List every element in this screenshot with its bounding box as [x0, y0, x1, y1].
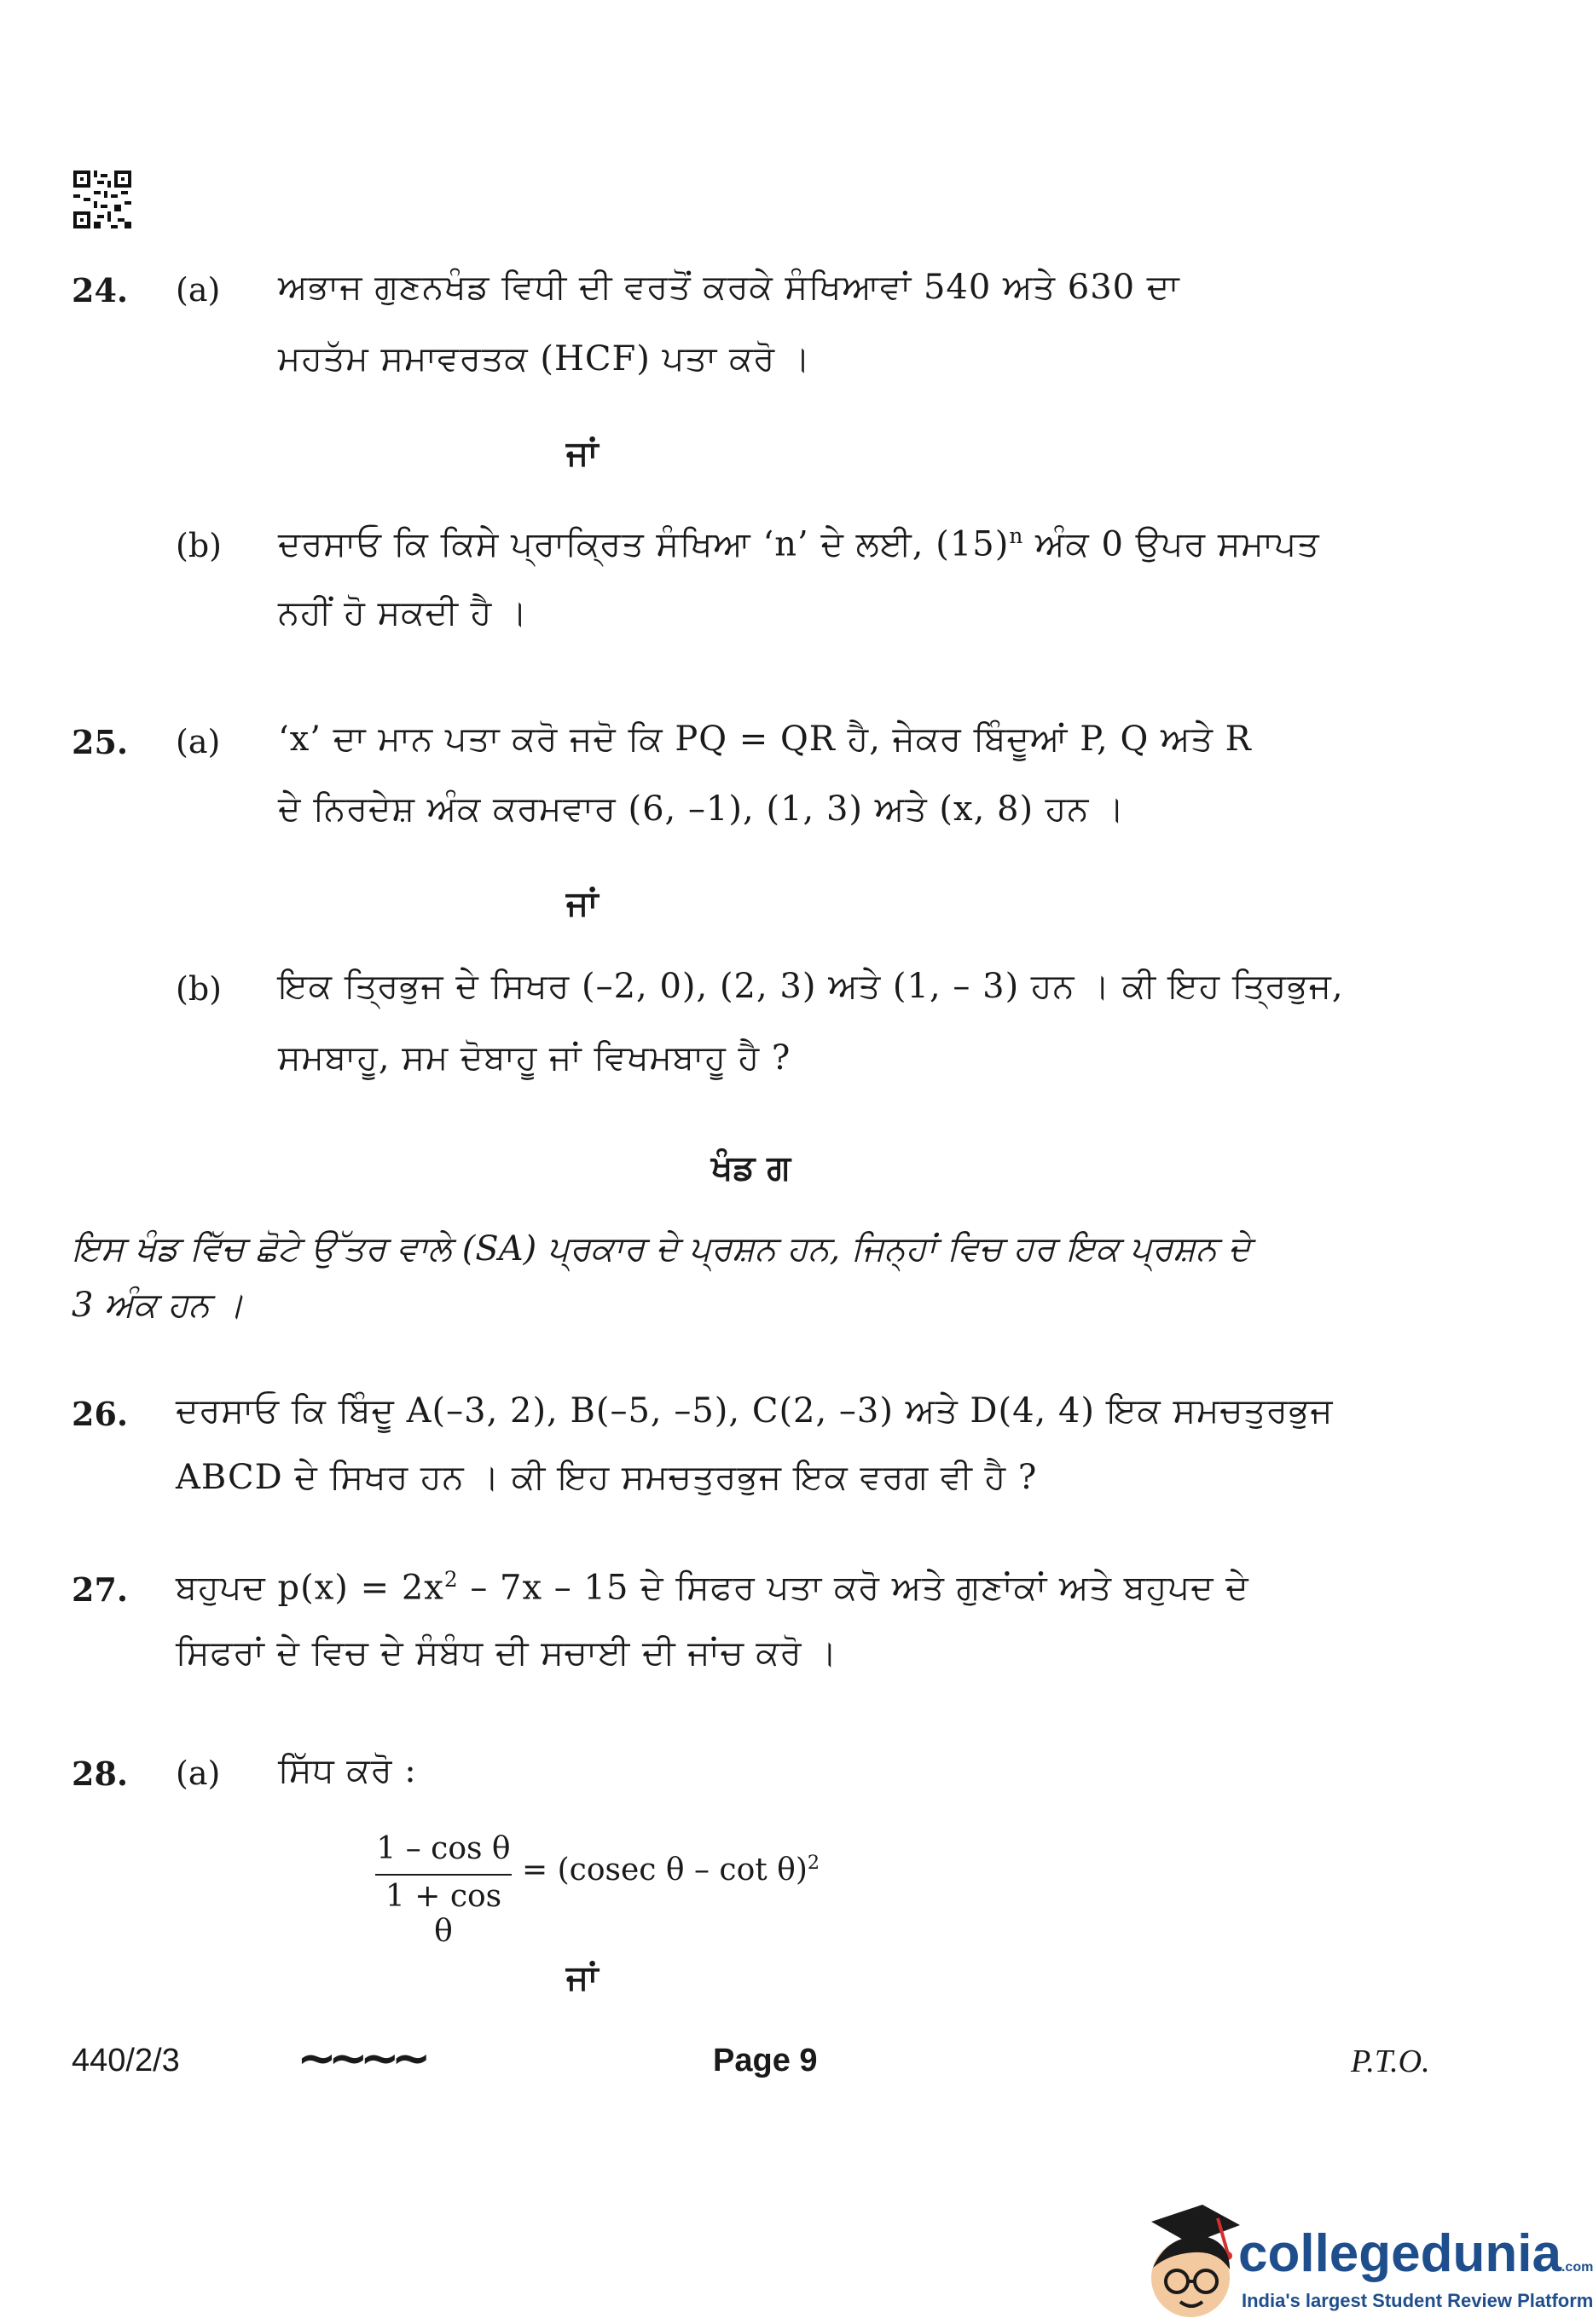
- pto-label: P.T.O.: [1351, 2044, 1430, 2079]
- q24b-line-2: ਨਹੀਂ ਹੋ ਸਕਦੀ ਹੈ ।: [278, 593, 528, 633]
- q25b-line-2: ਸਮਬਾਹੂ, ਸਮ ਦੋਬਾਹੂ ਜਾਂ ਵਿਖਮਬਾਹੂ ਹੈ ?: [278, 1038, 791, 1078]
- fraction-numerator: 1 – cos θ: [376, 1831, 511, 1866]
- logo-tagline: India's largest Student Review Platform: [1242, 2290, 1593, 2311]
- question-number-27: 27.: [72, 1570, 129, 1609]
- fraction-bar: [375, 1874, 512, 1876]
- question-number-25: 25.: [72, 723, 129, 761]
- fraction-denominator: 1 + cos θ: [385, 1879, 502, 1949]
- question-number-26: 26.: [72, 1395, 129, 1433]
- or-word-24: ਜਾਂ: [566, 433, 599, 473]
- part-label-24b: (b): [176, 527, 222, 564]
- section-title: ਖੰਡ ਗ: [711, 1148, 791, 1188]
- section-instruction-line-1: ਇਸ ਖੰਡ ਵਿੱਚ ਛੋਟੇ ਉੱਤਰ ਵਾਲੇ (SA) ਪ੍ਰਕਾਰ ਦੇ ਪ੍ਰਸ਼ਨ ਹਨ, ਜਿਨ੍ਹਾਂ ਵਿਚ ਹਰ ਇਕ ਪ੍ਰਸ਼ਨ ਦੇ: [72, 1229, 1251, 1269]
- part-label-25a: (a): [176, 723, 221, 760]
- question-number-28: 28.: [72, 1755, 129, 1793]
- q24b-line-1: ਦਰਸਾਓ ਕਿ ਕਿਸੇ ਪ੍ਰਾਕ੍ਰਿਤ ਸੰਖਿਆ ‘n’ ਦੇ ਲਈ, $(15)^n$ ਅੰਕ 0 ਉਪਰ ਸਮਾਪਤ: [278, 523, 1320, 564]
- q25a-line-2: ਦੇ ਨਿਰਦੇਸ਼ ਅੰਕ ਕਰਮਵਾਰ (6, –1), (1, 3) ਅਤੇ (x, 8) ਹਨ ।: [278, 789, 1126, 829]
- q24a-line-1: ਅਭਾਜ ਗੁਣਨਖੰਡ ਵਿਧੀ ਦੀ ਵਰਤੋਂ ਕਰਕੇ ਸੰਖਿਆਵਾਂ 540 ਅਤੇ 630 ਦਾ: [278, 268, 1180, 307]
- q25a-line-1: ‘x’ ਦਾ ਮਾਨ ਪਤਾ ਕਰੋ ਜਦੋ ਕਿ PQ = QR ਹੈ, ਜੇਕਰ ਬਿੰਦੂਆਂ P, Q ਅਤੇ R: [278, 720, 1252, 759]
- qr-code: [73, 171, 131, 228]
- q27-line-2: ਸਿਫਰਾਂ ਦੇ ਵਿਚ ਦੇ ਸੰਬੰਧ ਦੀ ਸਚਾਈ ਦੀ ਜਾਂਚ ਕਰੋ ।: [176, 1633, 838, 1673]
- page-number: Page 9: [713, 2043, 818, 2078]
- paper-code: 440/2/3: [72, 2043, 180, 2078]
- or-word-28: ਜਾਂ: [566, 1957, 599, 1997]
- footer-ornament: ~~~~: [297, 2031, 423, 2086]
- q24a-line-2: ਮਹਤੱਮ ਸਮਾਵਰਤਕ (HCF) ਪਤਾ ਕਰੋ ।: [278, 339, 811, 379]
- q26-line-2: ABCD ਦੇ ਸਿਖਰ ਹਨ । ਕੀ ਇਹ ਸਮਚਤੁਰਭੁਜ ਇਕ ਵਰਗ ਵੀ ਹੈ ?: [176, 1458, 1038, 1497]
- mascot-icon: [1134, 2200, 1245, 2324]
- part-label-24a: (a): [176, 271, 221, 309]
- or-word-25: ਜਾਂ: [566, 883, 599, 923]
- q25b-line-1: ਇਕ ਤ੍ਰਿਭੁਜ ਦੇ ਸਿਖਰ (–2, 0), (2, 3) ਅਤੇ (1, – 3) ਹਨ । ਕੀ ਇਹ ਤ੍ਰਿਭੁਜ,: [278, 967, 1344, 1006]
- q28a-text: ਸਿੱਧ ਕਰੋ :: [278, 1751, 417, 1790]
- section-instruction-line-2: 3 ਅੰਕ ਹਨ ।: [72, 1286, 244, 1325]
- q26-line-1: ਦਰਸਾਓ ਕਿ ਬਿੰਦੂ A(–3, 2), B(–5, –5), C(2, –3) ਅਤੇ D(4, 4) ਇਕ ਸਮਚਤੁਰਭੁਜ: [176, 1391, 1334, 1431]
- part-label-25b: (b): [176, 970, 222, 1008]
- question-number-24: 24.: [72, 271, 129, 309]
- logo-wordmark: collegedunia.com: [1238, 2224, 1593, 2283]
- part-label-28a: (a): [176, 1755, 221, 1792]
- q27-line-1: ਬਹੁਪਦ $p(x) = 2x^2 - 7x - 15$ ਦੇ ਸਿਫਰ ਪਤਾ ਕਰੋ ਅਤੇ ਗੁਣਾਂਕਾਂ ਅਤੇ ਬਹੁਪਦ ਦੇ: [176, 1567, 1249, 1608]
- equation-rhs: = (cosec θ – cot θ)$^2$: [522, 1852, 820, 1888]
